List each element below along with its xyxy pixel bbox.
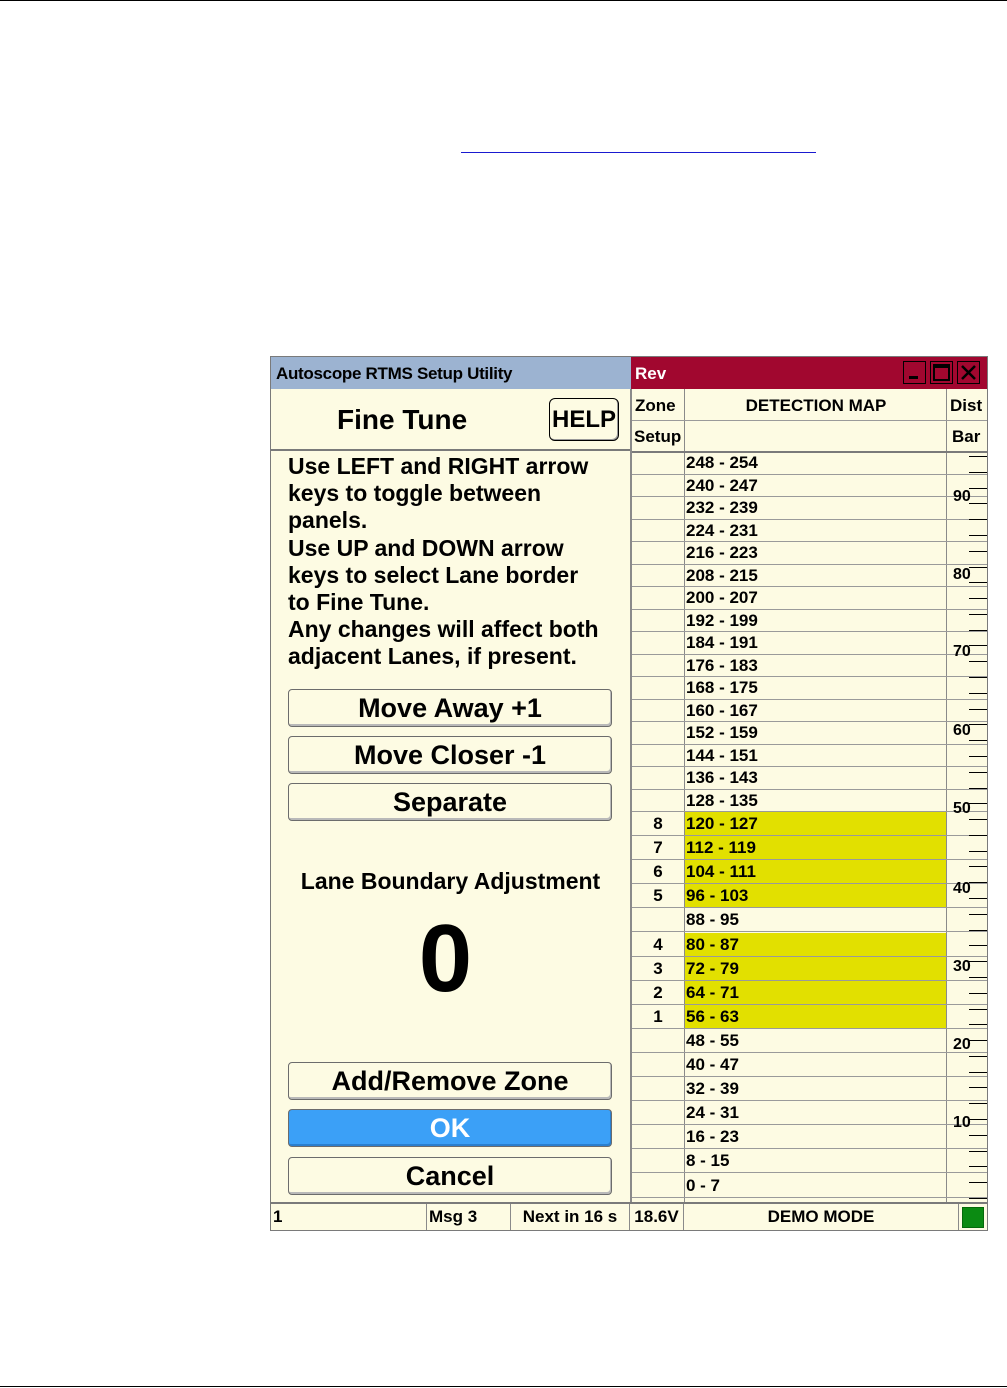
dist-label: 10 [953, 1114, 971, 1131]
dist-tick [969, 598, 987, 599]
page-bottom-rule [0, 1386, 1007, 1387]
status-mode: DEMO MODE [684, 1204, 959, 1230]
zone-number: 7 [653, 838, 663, 858]
range-cell: 72 - 79 [685, 957, 946, 980]
zone-number [632, 587, 684, 609]
help-button[interactable]: HELP [549, 398, 619, 441]
status-voltage: 18.6V [630, 1204, 684, 1230]
dist-tick [969, 819, 987, 820]
range-cell: 184 - 191 [686, 633, 758, 652]
zone-number [632, 1053, 684, 1076]
zone-number [632, 632, 684, 654]
dist-tick [969, 740, 987, 741]
map-row[interactable] [632, 542, 987, 565]
dist-tick [969, 1072, 987, 1073]
zone-number [632, 790, 684, 812]
setup-header: Setup [634, 427, 682, 446]
panel-header [271, 389, 630, 451]
map-row[interactable] [632, 1149, 987, 1173]
dist-tick [969, 756, 987, 757]
map-row[interactable] [632, 497, 987, 520]
zone-number [632, 677, 684, 699]
range-cell: 40 - 47 [686, 1055, 739, 1074]
instruction-line: Any changes will affect both [288, 616, 599, 643]
range-cell: 112 - 119 [685, 836, 946, 859]
range-cell: 200 - 207 [686, 588, 758, 607]
zone-number [632, 767, 684, 789]
move-away-button[interactable]: Move Away +1 [288, 689, 612, 727]
zone-number [632, 1149, 684, 1172]
dist-tick [969, 866, 987, 867]
map-row[interactable] [632, 700, 987, 723]
zone-number [632, 908, 684, 931]
dist-tick [969, 898, 987, 899]
dist-tick [969, 1166, 987, 1167]
page-top-rule [0, 0, 1007, 1]
zone-number [632, 700, 684, 722]
dist-tick [969, 1009, 987, 1010]
map-row[interactable] [632, 908, 987, 932]
range-cell: 136 - 143 [686, 768, 758, 787]
status-bar [271, 1202, 987, 1230]
map-row[interactable] [632, 475, 987, 498]
status-cell-1: 1 [271, 1204, 427, 1230]
instruction-line: keys to select Lane border [288, 561, 579, 588]
map-row[interactable] [632, 565, 987, 588]
panel-title: Fine Tune [337, 404, 468, 435]
dist-label: 30 [953, 958, 971, 975]
dist-label: 20 [953, 1036, 971, 1053]
dist-tick [969, 977, 987, 978]
dist-tick [969, 1056, 987, 1057]
dist-tick [969, 630, 987, 631]
range-cell: 64 - 71 [685, 981, 946, 1004]
range-cell: 176 - 183 [686, 655, 758, 675]
zone-number [632, 655, 684, 677]
map-row[interactable] [632, 1053, 987, 1077]
range-cell: 24 - 31 [686, 1103, 739, 1123]
detection-map-header: DETECTION MAP [745, 396, 887, 415]
add-remove-zone-button[interactable]: Add/Remove Zone [288, 1062, 612, 1100]
zone-number [632, 1101, 684, 1124]
range-cell: 8 - 15 [686, 1151, 730, 1171]
dist-tick [969, 788, 987, 789]
zone-number: 6 [653, 862, 663, 882]
instruction-line: to Fine Tune. [288, 589, 430, 616]
dist-tick [969, 519, 987, 520]
range-cell: 240 - 247 [686, 475, 758, 495]
status-next: Next in 16 s [511, 1204, 630, 1230]
map-row[interactable] [632, 1125, 987, 1149]
zone-number [632, 542, 684, 564]
map-row[interactable] [632, 981, 987, 1005]
title-bar [271, 357, 631, 389]
separate-button[interactable]: Separate [288, 783, 612, 821]
range-cell: 160 - 167 [686, 700, 758, 720]
map-row[interactable] [632, 884, 987, 908]
dist-tick [969, 472, 987, 473]
dist-tick [969, 661, 987, 662]
dist-tick [969, 456, 987, 457]
dist-tick [969, 1151, 987, 1152]
map-row[interactable] [632, 722, 987, 745]
range-cell: 96 - 103 [685, 884, 946, 907]
dist-label: 70 [953, 643, 971, 660]
range-cell: 224 - 231 [686, 520, 758, 540]
range-cell: 0 - 7 [686, 1175, 721, 1195]
zone-number [632, 520, 684, 542]
instruction-line: adjacent Lanes, if present. [288, 643, 577, 670]
range-cell: 208 - 215 [686, 565, 758, 585]
dist-tick [969, 709, 987, 710]
range-cell: 248 - 254 [686, 453, 758, 472]
dist-tick [969, 693, 987, 694]
mode-bar [631, 357, 987, 389]
zone-number [632, 497, 684, 519]
zone-number [632, 610, 684, 632]
instructions [288, 453, 626, 671]
range-cell: 56 - 63 [685, 1005, 946, 1028]
map-row[interactable] [632, 655, 987, 678]
dist-tick [969, 993, 987, 994]
zone-number [632, 1029, 684, 1052]
range-cell: 232 - 239 [686, 498, 758, 517]
zone-number [632, 1077, 684, 1100]
dist-tick [969, 835, 987, 836]
zone-number [632, 722, 684, 744]
map-row[interactable] [632, 836, 987, 860]
dist-tick [969, 677, 987, 678]
dist-tick [969, 551, 987, 552]
range-cell: 216 - 223 [686, 543, 758, 562]
map-row[interactable] [632, 933, 987, 957]
map-row[interactable] [632, 767, 987, 790]
range-cell: 88 - 95 [686, 910, 739, 930]
window-title: Autoscope RTMS Setup Utility [276, 364, 513, 383]
dist-label: 80 [953, 566, 971, 583]
zone-number [632, 452, 684, 474]
app-window [270, 356, 988, 1231]
map-row[interactable] [632, 860, 987, 884]
close-icon[interactable] [957, 361, 980, 384]
dist-header: Dist [950, 396, 983, 415]
dist-label: 90 [953, 488, 971, 505]
range-cell: 128 - 135 [686, 790, 758, 810]
mode-label: Rev [635, 364, 667, 383]
range-cell: 152 - 159 [686, 723, 758, 742]
map-row[interactable] [632, 1005, 987, 1029]
move-closer-button[interactable]: Move Closer -1 [288, 736, 612, 774]
zone-number: 2 [653, 982, 663, 1002]
dist-label: 50 [953, 800, 971, 817]
dist-tick [969, 1135, 987, 1136]
zone-number: 1 [653, 1006, 663, 1026]
map-row[interactable] [632, 610, 987, 633]
zone-number [632, 1125, 684, 1148]
range-cell: 80 - 87 [685, 933, 946, 956]
dist-tick [969, 1198, 987, 1199]
dist-tick [969, 945, 987, 946]
zone-number [632, 475, 684, 497]
dist-tick [969, 772, 987, 773]
zone-number: 8 [653, 814, 663, 833]
dist-tick [969, 1182, 987, 1183]
dist-label: 60 [953, 722, 971, 739]
zone-header: Zone [635, 396, 676, 415]
dist-tick [969, 914, 987, 915]
map-row[interactable] [632, 957, 987, 981]
map-row[interactable] [632, 1029, 987, 1053]
zone-number: 4 [653, 934, 663, 954]
dist-tick [969, 614, 987, 615]
instruction-line: keys to toggle between [288, 480, 542, 507]
range-cell: 168 - 175 [686, 678, 758, 697]
minimize-icon[interactable] [903, 361, 926, 384]
map-row[interactable] [632, 745, 987, 768]
map-row[interactable] [632, 452, 987, 475]
map-row[interactable] [632, 790, 987, 813]
map-row[interactable] [632, 677, 987, 700]
zone-number [632, 565, 684, 587]
instruction-line: Use UP and DOWN arrow [288, 534, 564, 561]
map-row[interactable] [632, 812, 987, 836]
instruction-line: panels. [288, 507, 368, 534]
status-indicator [962, 1207, 984, 1228]
instruction-line: Use LEFT and RIGHT arrow [288, 453, 589, 479]
map-row[interactable] [632, 1101, 987, 1125]
zone-number: 3 [653, 958, 663, 978]
range-cell: 192 - 199 [686, 610, 758, 630]
map-row[interactable] [632, 632, 987, 655]
range-cell: 32 - 39 [686, 1079, 739, 1099]
dist-tick [969, 1103, 987, 1104]
status-message: Msg 3 [427, 1204, 511, 1230]
range-cell: 16 - 23 [686, 1127, 739, 1147]
header-separator [632, 420, 987, 421]
lane-boundary-value: 0 [418, 905, 473, 1012]
distance-bar [947, 452, 987, 1200]
bar-header: Bar [952, 427, 981, 446]
range-cell: 144 - 151 [686, 745, 758, 765]
dist-tick [969, 930, 987, 931]
range-cell: 104 - 111 [685, 860, 946, 883]
zone-number [632, 745, 684, 767]
maximize-icon[interactable] [930, 361, 953, 384]
range-cell: 48 - 55 [686, 1030, 739, 1050]
lane-boundary-label: Lane Boundary Adjustment [300, 868, 601, 894]
document-link-underline[interactable] [461, 152, 816, 153]
zone-number [632, 1174, 684, 1197]
map-row[interactable] [632, 520, 987, 543]
zone-number: 5 [653, 886, 663, 906]
dist-tick [969, 1024, 987, 1025]
cancel-button[interactable]: Cancel [288, 1157, 612, 1195]
range-cell: 120 - 127 [685, 812, 946, 835]
fine-tune-panel [271, 389, 630, 1200]
map-row[interactable] [632, 1077, 987, 1101]
dist-tick [969, 851, 987, 852]
ok-button[interactable]: OK [288, 1109, 612, 1147]
map-row[interactable] [632, 1174, 987, 1198]
dist-label: 40 [953, 880, 971, 897]
map-row[interactable] [632, 587, 987, 610]
dist-tick [969, 535, 987, 536]
dist-tick [969, 1087, 987, 1088]
